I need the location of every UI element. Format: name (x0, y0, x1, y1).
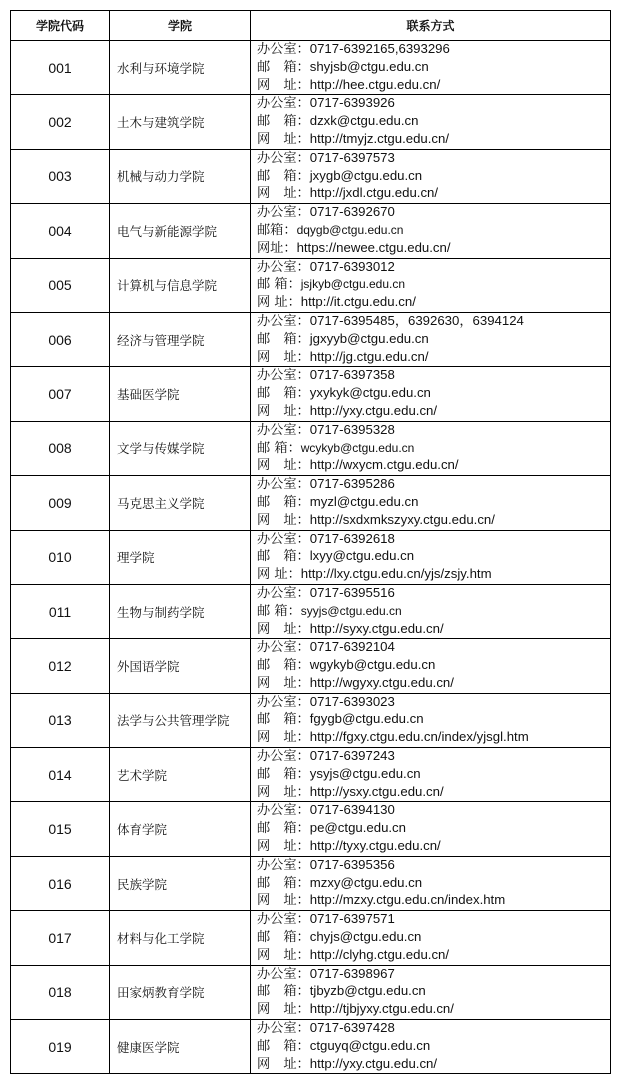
office-phone: 0717-6393926 (309, 95, 395, 111)
college-contacts-table (10, 10, 611, 1074)
email-label: 邮箱： (257, 222, 297, 238)
college-name: 基础医学院 (110, 367, 251, 421)
email-line (257, 59, 610, 77)
email-address[interactable]: wcykyb@ctgu.edu.cn (300, 440, 415, 455)
website-url[interactable]: http://yxy.ctgu.edu.cn/ (309, 1055, 438, 1071)
office-line (257, 694, 610, 712)
table-row (11, 204, 611, 258)
web-label: 网 址： (257, 77, 310, 93)
college-name: 生物与制药学院 (110, 584, 251, 638)
email-line (257, 929, 610, 947)
college-code: 003 (11, 149, 110, 203)
college-code: 015 (11, 802, 110, 856)
web-line (257, 77, 610, 95)
office-line (257, 531, 610, 549)
website-url[interactable]: http://sxdxmkszyxy.ctgu.edu.cn/ (309, 511, 495, 527)
table-row (11, 530, 611, 584)
office-line (257, 911, 610, 929)
college-code: 005 (11, 258, 110, 312)
college-code: 017 (11, 911, 110, 965)
web-label: 网 址： (257, 512, 310, 528)
office-line (257, 204, 610, 222)
office-label: 办公室： (257, 368, 310, 384)
office-line (257, 802, 610, 820)
table-row (11, 639, 611, 693)
office-line (257, 313, 610, 331)
email-label: 邮 箱： (257, 766, 310, 782)
contact-info (251, 367, 611, 421)
table-row (11, 802, 611, 856)
email-line (257, 276, 610, 294)
website-url[interactable]: http://fgxy.ctgu.edu.cn/index/yjsgl.htm (309, 729, 529, 745)
header-code: 学院代码 (11, 11, 110, 41)
table-row (11, 421, 611, 475)
table-row (11, 584, 611, 638)
email-label: 邮 箱： (257, 114, 310, 130)
college-code: 016 (11, 856, 110, 910)
office-phone: 0717-6397571 (309, 911, 395, 927)
email-line (257, 766, 610, 784)
table-row (11, 95, 611, 149)
email-label: 邮 箱： (257, 1038, 310, 1054)
college-name: 艺术学院 (110, 748, 251, 802)
college-name: 文学与传媒学院 (110, 421, 251, 475)
office-label: 办公室： (257, 966, 310, 982)
web-label: 网 址： (257, 186, 310, 202)
office-line (257, 857, 610, 875)
office-phone: 0717-6395485，6392630，6394124 (309, 312, 524, 328)
email-address[interactable]: dqygb@ctgu.edu.cn (296, 222, 404, 237)
contact-info (251, 41, 611, 95)
web-label: 网 址： (257, 1056, 310, 1072)
email-address[interactable]: ctguyq@ctgu.edu.cn (309, 1037, 431, 1053)
office-line (257, 748, 610, 766)
college-code: 008 (11, 421, 110, 475)
website-url[interactable]: http://tyxy.ctgu.edu.cn/ (309, 838, 441, 854)
table-row (11, 693, 611, 747)
college-name: 经济与管理学院 (110, 312, 251, 366)
college-code: 004 (11, 204, 110, 258)
web-line (257, 675, 610, 693)
office-phone: 0717-6394130 (309, 802, 395, 818)
website-url[interactable]: http://lxy.ctgu.edu.cn/yjs/zsjy.htm (300, 566, 492, 582)
email-label: 邮 箱： (257, 59, 310, 75)
web-label: 网 址： (257, 730, 310, 746)
email-line (257, 222, 610, 240)
web-label: 网 址： (257, 784, 310, 800)
contact-info (251, 258, 611, 312)
web-line (257, 185, 610, 203)
college-name: 计算机与信息学院 (110, 258, 251, 312)
web-label: 网 址： (257, 1002, 310, 1018)
web-line (257, 566, 610, 584)
college-name: 理学院 (110, 530, 251, 584)
office-line (257, 1020, 610, 1038)
office-line (257, 95, 610, 113)
email-label: 邮 箱： (257, 712, 310, 728)
contact-info (251, 639, 611, 693)
table-row (11, 748, 611, 802)
office-label: 办公室： (257, 749, 310, 765)
contact-info (251, 1020, 611, 1074)
office-phone: 0717-6392104 (309, 639, 395, 655)
college-name: 田家炳教育学院 (110, 965, 251, 1019)
email-line (257, 983, 610, 1001)
web-label: 网 址： (257, 567, 301, 583)
email-address[interactable]: jsjkyb@ctgu.edu.cn (300, 277, 405, 292)
office-label: 办公室： (257, 640, 310, 656)
contact-info (251, 856, 611, 910)
office-label: 办公室： (257, 803, 310, 819)
web-line (257, 512, 610, 530)
office-phone: 0717-6397243 (309, 748, 395, 764)
contact-info (251, 802, 611, 856)
office-label: 办公室： (257, 313, 310, 329)
header-row (11, 11, 611, 41)
office-label: 办公室： (257, 150, 310, 166)
college-code: 011 (11, 584, 110, 638)
contact-info (251, 748, 611, 802)
college-code: 010 (11, 530, 110, 584)
contact-info (251, 95, 611, 149)
email-line (257, 168, 610, 186)
contact-info (251, 911, 611, 965)
office-label: 办公室： (257, 912, 310, 928)
website-url[interactable]: http://yxy.ctgu.edu.cn/ (309, 402, 438, 418)
college-code: 018 (11, 965, 110, 1019)
website-url[interactable]: http://it.ctgu.edu.cn/ (300, 294, 416, 310)
office-label: 办公室： (257, 531, 310, 547)
website-url[interactable]: http://tjbjyxy.ctgu.edu.cn/ (309, 1001, 454, 1017)
web-label: 网 址： (257, 621, 310, 637)
office-label: 办公室： (257, 694, 310, 710)
website-url[interactable]: http://jxdl.ctgu.edu.cn/ (309, 185, 439, 201)
email-label: 邮 箱： (257, 331, 310, 347)
email-label: 邮 箱： (257, 277, 301, 293)
college-code: 002 (11, 95, 110, 149)
college-name: 机械与动力学院 (110, 149, 251, 203)
web-line (257, 784, 610, 802)
email-line (257, 603, 610, 621)
office-label: 办公室： (257, 585, 310, 601)
office-phone: 0717-6392618 (309, 530, 395, 546)
email-line (257, 331, 610, 349)
web-line (257, 892, 610, 910)
office-phone: 0717-6395516 (309, 584, 395, 600)
web-label: 网 址： (257, 947, 310, 963)
email-address[interactable]: yxykyk@ctgu.edu.cn (309, 385, 431, 401)
email-line (257, 1038, 610, 1056)
table-row (11, 856, 611, 910)
college-code: 013 (11, 693, 110, 747)
office-phone: 0717-6395356 (309, 856, 395, 872)
college-name: 民族学院 (110, 856, 251, 910)
email-line (257, 548, 610, 566)
web-label: 网 址： (257, 675, 310, 691)
office-line (257, 422, 610, 440)
email-label: 邮 箱： (257, 549, 310, 565)
email-label: 邮 箱： (257, 603, 301, 619)
office-label: 办公室： (257, 422, 310, 438)
office-line (257, 585, 610, 603)
office-line (257, 966, 610, 984)
email-address[interactable]: shyjsb@ctgu.edu.cn (309, 58, 429, 74)
table-row (11, 911, 611, 965)
email-address[interactable]: jxygb@ctgu.edu.cn (309, 167, 423, 183)
email-line (257, 440, 610, 458)
email-label: 邮 箱： (257, 168, 310, 184)
email-label: 邮 箱： (257, 494, 310, 510)
email-label: 邮 箱： (257, 984, 310, 1000)
email-address[interactable]: jgxyyb@ctgu.edu.cn (309, 330, 429, 346)
contact-info (251, 693, 611, 747)
office-label: 办公室： (257, 42, 310, 57)
email-address[interactable]: ysyjs@ctgu.edu.cn (309, 765, 421, 781)
email-address[interactable]: myzl@ctgu.edu.cn (309, 493, 419, 509)
table-row (11, 149, 611, 203)
contact-info (251, 530, 611, 584)
college-name: 水利与环境学院 (110, 41, 251, 95)
website-url[interactable]: http://tmyjz.ctgu.edu.cn/ (309, 130, 450, 146)
email-label: 邮 箱： (257, 386, 310, 402)
web-label: 网址： (257, 240, 297, 256)
office-phone: 0717-6397358 (309, 367, 395, 383)
website-url[interactable]: http://wgyxy.ctgu.edu.cn/ (309, 674, 454, 690)
website-url[interactable]: http://wxycm.ctgu.edu.cn/ (309, 457, 459, 473)
website-url[interactable]: http://syxy.ctgu.edu.cn/ (309, 620, 444, 636)
office-line (257, 639, 610, 657)
office-phone: 0717-6393012 (309, 258, 395, 274)
college-name: 材料与化工学院 (110, 911, 251, 965)
web-line (257, 1001, 610, 1019)
office-label: 办公室： (257, 477, 310, 493)
web-line (257, 349, 610, 367)
web-line (257, 240, 610, 258)
web-line (257, 729, 610, 747)
header-contact: 联系方式 (251, 11, 611, 41)
office-phone: 0717-6398967 (309, 965, 395, 981)
office-label: 办公室： (257, 96, 310, 112)
college-name: 体育学院 (110, 802, 251, 856)
email-address[interactable]: mzxy@ctgu.edu.cn (309, 874, 423, 890)
email-line (257, 820, 610, 838)
email-line (257, 113, 610, 131)
college-name: 土木与建筑学院 (110, 95, 251, 149)
office-line (257, 476, 610, 494)
email-address[interactable]: dzxk@ctgu.edu.cn (309, 113, 419, 129)
office-phone: 0717-6392165,6393296 (309, 41, 450, 56)
college-code: 007 (11, 367, 110, 421)
contact-info (251, 149, 611, 203)
email-label: 邮 箱： (257, 930, 310, 946)
contact-info (251, 312, 611, 366)
college-code: 014 (11, 748, 110, 802)
table-row (11, 476, 611, 530)
website-url[interactable]: http://ysxy.ctgu.edu.cn/ (309, 783, 444, 799)
website-url[interactable]: http://hee.ctgu.edu.cn/ (309, 76, 441, 92)
email-label: 邮 箱： (257, 440, 301, 456)
contact-info (251, 476, 611, 530)
college-code: 012 (11, 639, 110, 693)
office-phone: 0717-6392670 (309, 204, 395, 220)
college-code: 009 (11, 476, 110, 530)
office-line (257, 367, 610, 385)
web-line (257, 131, 610, 149)
web-line (257, 294, 610, 312)
website-url[interactable]: http://mzxy.ctgu.edu.cn/index.htm (309, 892, 506, 908)
email-line (257, 875, 610, 893)
web-label: 网 址： (257, 295, 301, 311)
web-line (257, 457, 610, 475)
office-phone: 0717-6397428 (309, 1020, 395, 1036)
web-line (257, 947, 610, 965)
website-url[interactable]: https://newee.ctgu.edu.cn/ (296, 239, 451, 255)
email-label: 邮 箱： (257, 821, 310, 837)
college-name: 马克思主义学院 (110, 476, 251, 530)
college-name: 法学与公共管理学院 (110, 693, 251, 747)
office-label: 办公室： (257, 857, 310, 873)
web-label: 网 址： (257, 458, 310, 474)
email-address[interactable]: wgykyb@ctgu.edu.cn (309, 657, 436, 673)
contact-info (251, 584, 611, 638)
header-college: 学院 (110, 11, 251, 41)
table-body (11, 41, 611, 1074)
table-row (11, 258, 611, 312)
email-address[interactable]: fgygb@ctgu.edu.cn (309, 711, 424, 727)
email-label: 邮 箱： (257, 658, 310, 674)
office-line (257, 41, 610, 59)
email-label: 邮 箱： (257, 875, 310, 891)
office-phone: 0717-6395328 (309, 421, 395, 437)
web-line (257, 403, 610, 421)
email-address[interactable]: pe@ctgu.edu.cn (309, 820, 406, 836)
email-address[interactable]: chyjs@ctgu.edu.cn (309, 929, 422, 945)
college-code: 001 (11, 41, 110, 95)
office-label: 办公室： (257, 1021, 310, 1037)
website-url[interactable]: http://clyhg.ctgu.edu.cn/ (309, 946, 450, 962)
college-code: 019 (11, 1020, 110, 1074)
table-row (11, 41, 611, 95)
web-line (257, 1056, 610, 1074)
office-line (257, 150, 610, 168)
office-phone: 0717-6395286 (309, 476, 395, 492)
office-line (257, 259, 610, 277)
office-phone: 0717-6397573 (309, 149, 395, 165)
web-line (257, 621, 610, 639)
college-code: 006 (11, 312, 110, 366)
contact-info (251, 204, 611, 258)
table-row (11, 312, 611, 366)
email-address[interactable]: syyjs@ctgu.edu.cn (300, 603, 402, 618)
college-name: 外国语学院 (110, 639, 251, 693)
web-label: 网 址： (257, 893, 310, 909)
email-line (257, 494, 610, 512)
web-label: 网 址： (257, 839, 310, 855)
email-line (257, 657, 610, 675)
contact-info (251, 965, 611, 1019)
website-url[interactable]: http://jg.ctgu.edu.cn/ (309, 348, 429, 364)
college-name: 电气与新能源学院 (110, 204, 251, 258)
office-label: 办公室： (257, 259, 310, 275)
table-row (11, 965, 611, 1019)
web-label: 网 址： (257, 349, 310, 365)
college-name: 健康医学院 (110, 1020, 251, 1074)
email-address[interactable]: tjbyzb@ctgu.edu.cn (309, 983, 426, 999)
table-row (11, 367, 611, 421)
email-address[interactable]: lxyy@ctgu.edu.cn (309, 548, 415, 564)
email-line (257, 711, 610, 729)
web-line (257, 838, 610, 856)
web-label: 网 址： (257, 131, 310, 147)
web-label: 网 址： (257, 403, 310, 419)
email-line (257, 385, 610, 403)
contact-info (251, 421, 611, 475)
table-row (11, 1020, 611, 1074)
office-label: 办公室： (257, 205, 310, 221)
office-phone: 0717-6393023 (309, 693, 395, 709)
